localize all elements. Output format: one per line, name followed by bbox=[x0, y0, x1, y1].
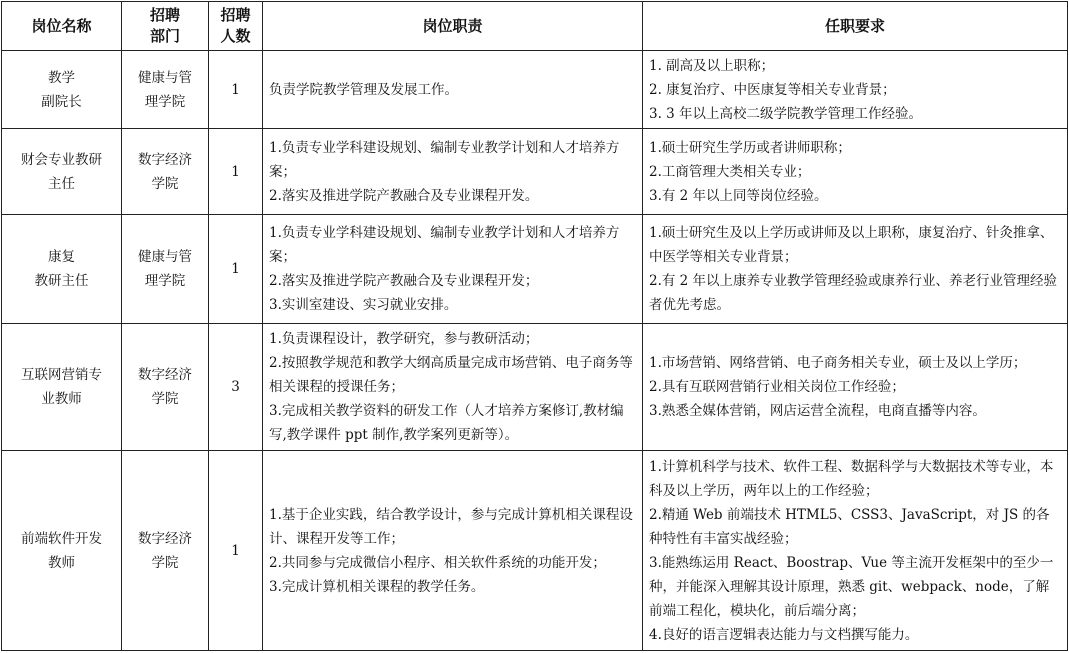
count-cell: 3 bbox=[209, 324, 263, 451]
requirement-item: 3.能熟练运用 React、Boostrap、Vue 等主流开发框架中的至少一种，并能深入理解其设计原理，熟悉 git、webpack、node，了解前端工程化，模块化，前后端分离； bbox=[649, 554, 1054, 619]
position-line: 教研主任 bbox=[34, 273, 89, 289]
department-line: 学院 bbox=[151, 554, 179, 571]
position-cell bbox=[2, 129, 122, 215]
requirements-cell bbox=[643, 324, 1068, 451]
duty-item: 2.共同参与完成微信小程序、相关软件系统的功能开发； bbox=[269, 554, 606, 571]
duty-item: 3.实训室建设、实习就业安排。 bbox=[269, 297, 458, 313]
department-line: 数字经济 bbox=[138, 151, 192, 168]
position-cell bbox=[2, 451, 122, 651]
position-line: 主任 bbox=[48, 175, 75, 192]
position-line: 副院长 bbox=[41, 93, 82, 110]
duty-item: 2.落实及推进学院产教融合及专业课程开发。 bbox=[269, 187, 539, 204]
department-line: 数字经济 bbox=[138, 530, 192, 547]
department-line: 数字经济 bbox=[138, 367, 192, 383]
department-line: 学院 bbox=[151, 175, 179, 192]
department-cell bbox=[122, 51, 209, 129]
requirement-item: 1.硕士研究生学历或者讲师职称； bbox=[649, 139, 851, 156]
requirement-item: 2.有 2 年以上康养专业教学管理经验或康养行业、养老行业管理经验者优先考虑。 bbox=[649, 273, 1058, 313]
requirements-cell bbox=[643, 129, 1068, 215]
table-row bbox=[2, 51, 1068, 129]
header-department-line1: 招聘 bbox=[149, 6, 180, 24]
header-count-line1: 招聘 bbox=[220, 6, 251, 24]
duty-item: 1.负责课程设计，教学研究，参与教研活动； bbox=[269, 331, 539, 347]
count-cell: 1 bbox=[209, 215, 263, 324]
position-line: 前端软件开发 bbox=[21, 530, 102, 547]
requirement-item: 1.计算机科学与技术、软件工程、数据科学与大数据技术等专业，本科及以上学历，两年以上的工作经验； bbox=[649, 458, 1054, 499]
duty-item: 1.负责专业学科建设规划、编制专业教学计划和人才培养方案； bbox=[269, 225, 620, 265]
count-cell: 1 bbox=[209, 451, 263, 651]
table-row bbox=[2, 324, 1068, 451]
requirement-item: 2.精通 Web 前端技术 HTML5、CSS3、JavaScript，对 JS 的各种特性有丰富实战经验； bbox=[649, 506, 1050, 547]
position-line: 业教师 bbox=[41, 391, 82, 407]
department-cell bbox=[122, 129, 209, 215]
requirement-item: 1. 副高及以上职称； bbox=[649, 57, 775, 74]
position-line: 教学 bbox=[48, 69, 75, 86]
position-line: 互联网营销专 bbox=[21, 367, 102, 383]
duties-cell bbox=[263, 324, 643, 451]
requirements-cell bbox=[643, 215, 1068, 324]
duties-cell bbox=[263, 451, 643, 651]
header-duties: 岗位职责 bbox=[263, 2, 643, 51]
duty-item: 3.完成计算机相关课程的教学任务。 bbox=[269, 578, 485, 595]
requirement-item: 1.硕士研究生及以上学历或讲师及以上职称，康复治疗、针灸推拿、中医学等相关专业背景； bbox=[649, 225, 1054, 265]
header-position: 岗位名称 bbox=[2, 2, 122, 51]
duty-item: 3.完成相关教学资料的研发工作（人才培养方案修订,教材编写,教学课件 ppt 制作,教学案列更新等）。 bbox=[269, 403, 624, 443]
department-cell bbox=[122, 324, 209, 451]
duty-item: 1.负责专业学科建设规划、编制专业教学计划和人才培养方案； bbox=[269, 139, 620, 180]
count-cell: 1 bbox=[209, 129, 263, 215]
department-line: 健康与管 bbox=[138, 69, 192, 86]
position-cell bbox=[2, 215, 122, 324]
duty-item: 2.落实及推进学院产教融合及专业课程开发； bbox=[269, 273, 539, 289]
position-cell bbox=[2, 324, 122, 451]
header-requirements: 任职要求 bbox=[643, 2, 1068, 51]
header-department-line2: 部门 bbox=[149, 27, 180, 45]
department-line: 理学院 bbox=[144, 273, 186, 289]
duty-item: 1.基于企业实践，结合教学设计，参与完成计算机相关课程设计、课程开发等工作； bbox=[269, 506, 633, 547]
table-row bbox=[2, 215, 1068, 324]
requirement-item: 2.具有互联网营销行业相关岗位工作经验； bbox=[649, 379, 905, 395]
table-row bbox=[2, 451, 1068, 651]
position-cell bbox=[2, 51, 122, 129]
department-cell bbox=[122, 451, 209, 651]
duty-item: 负责学院教学管理及发展工作。 bbox=[269, 81, 458, 98]
job-posting-table bbox=[1, 1, 1068, 651]
requirement-item: 3. 3 年以上高校二级学院教学管理工作经验。 bbox=[649, 105, 923, 122]
duties-cell bbox=[263, 129, 643, 215]
requirement-item: 4.良好的语言逻辑表达能力与文档撰写能力。 bbox=[649, 626, 919, 643]
requirements-cell bbox=[643, 451, 1068, 651]
requirement-item: 3.有 2 年以上同等岗位经验。 bbox=[649, 187, 828, 204]
duty-item: 2.按照教学规范和教学大纲高质量完成市场营销、电子商务等相关课程的授课任务； bbox=[269, 355, 633, 395]
department-line: 学院 bbox=[151, 391, 179, 407]
count-cell: 1 bbox=[209, 51, 263, 129]
duties-cell bbox=[263, 51, 643, 129]
department-line: 健康与管 bbox=[138, 249, 192, 265]
requirement-item: 2.工商管理大类相关专业； bbox=[649, 163, 811, 180]
department-cell bbox=[122, 215, 209, 324]
table-row bbox=[2, 129, 1068, 215]
department-line: 理学院 bbox=[144, 93, 186, 110]
position-line: 康复 bbox=[48, 249, 75, 265]
requirement-item: 1.市场营销、网络营销、电子商务相关专业，硕士及以上学历； bbox=[649, 355, 1027, 371]
requirement-item: 2. 康复治疗、中医康复等相关专业背景； bbox=[649, 81, 896, 98]
position-line: 教师 bbox=[48, 554, 75, 571]
header-row bbox=[2, 2, 1068, 51]
requirement-item: 3.熟悉全媒体营销，网店运营全流程，电商直播等内容。 bbox=[649, 403, 986, 419]
position-line: 财会专业教研 bbox=[21, 151, 102, 168]
requirements-cell bbox=[643, 51, 1068, 129]
header-count-line2: 人数 bbox=[220, 27, 251, 45]
header-department bbox=[122, 2, 209, 51]
header-count bbox=[209, 2, 263, 51]
duties-cell bbox=[263, 215, 643, 324]
